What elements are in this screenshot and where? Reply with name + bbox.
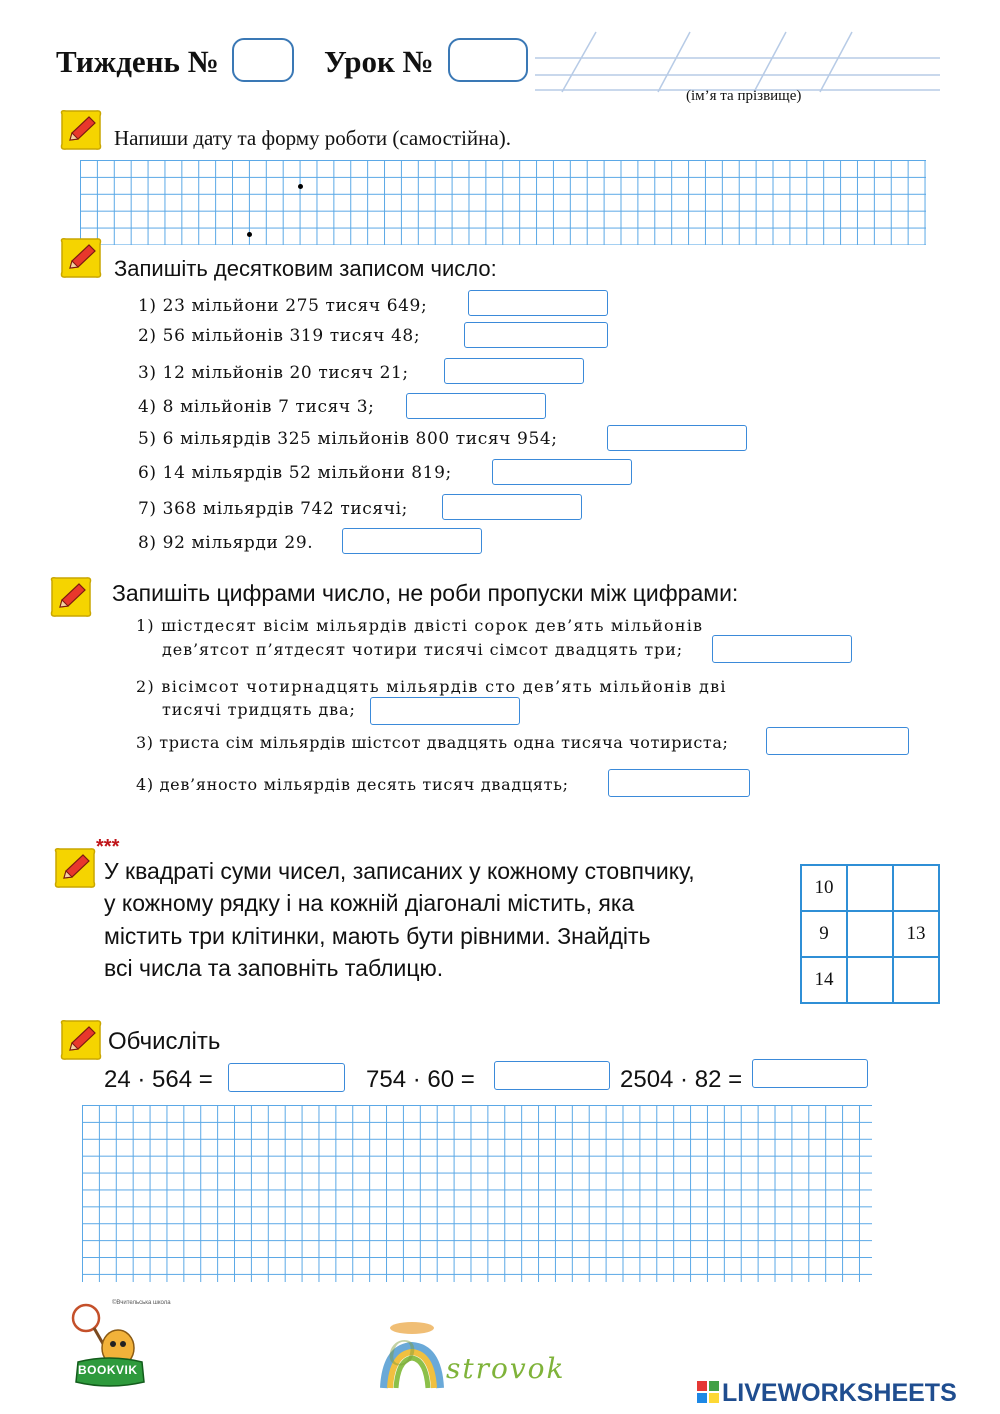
number-item-5: 5) 6 мільярдів 325 мільйонів 800 тисяч 954; (138, 429, 558, 449)
lesson-label: Урок № (324, 44, 434, 79)
magic-cell-input[interactable] (893, 957, 939, 1003)
magic-cell: 10 (801, 865, 847, 911)
answer-input-2-5[interactable] (607, 425, 747, 451)
answer-input-2-8[interactable] (342, 528, 482, 554)
answer-input-2-1[interactable] (468, 290, 608, 316)
number-item-7: 7) 368 мільярдів 742 тисячі; (138, 499, 408, 519)
week-number-input[interactable] (232, 38, 294, 82)
bookvik-caption: ©Вчительська школа (112, 1300, 171, 1306)
answer-input-3-3[interactable] (766, 727, 909, 755)
magic-cell-input[interactable] (847, 911, 893, 957)
magic-cell-input[interactable] (847, 957, 893, 1003)
name-writing-lines[interactable] (530, 30, 942, 96)
ostrovok-logo-text: strovok (446, 1352, 566, 1385)
lesson-number-input[interactable] (448, 38, 528, 82)
week-label: Тиждень № (56, 44, 219, 79)
task5-working-grid[interactable] (82, 1105, 872, 1282)
task4-line-3: містить три клітинки, мають бути рівними. Знайдіть (104, 923, 651, 949)
answer-input-3-1[interactable] (712, 635, 852, 663)
pencil-icon (58, 108, 104, 152)
answer-input-2-2[interactable] (464, 322, 608, 348)
pencil-icon (52, 846, 98, 890)
task4-line-1: У квадраті суми чисел, записаних у кожному стовпчику, (104, 858, 695, 884)
number-item-1: 1) 23 мільйони 275 тисяч 649; (138, 296, 428, 316)
magic-square-row (801, 865, 939, 911)
answer-input-2-4[interactable] (406, 393, 546, 419)
answer-input-5-1[interactable] (228, 1063, 345, 1092)
number-item-4: 4) 8 мільйонів 7 тисяч 3; (138, 397, 375, 417)
expression-1: 24 · 564 = (104, 1066, 213, 1093)
words-item-2-line2: тисячі тридцять два; (162, 700, 356, 719)
answer-input-5-3[interactable] (752, 1059, 868, 1088)
ostrovok-logo-initial: O (388, 1334, 416, 1374)
number-item-3: 3) 12 мільйонів 20 тисяч 21; (138, 363, 409, 383)
grid-dot (247, 232, 252, 237)
words-item-3: 3) триста сім мільярдів шістсот двадцять одна тисяча чотириста; (136, 733, 729, 752)
words-item-1-line2: дев’ятсот п’ятдесят чотири тисячі сімсот двадцять три; (162, 640, 684, 659)
magic-cell: 14 (801, 957, 847, 1003)
liveworksheets-brand: LIVEWORKSHEETS (722, 1379, 957, 1407)
magic-cell-input[interactable] (847, 865, 893, 911)
answer-input-2-3[interactable] (444, 358, 584, 384)
task5-instruction: Обчисліть (108, 1028, 221, 1055)
task2-instruction: Запишіть десятковим записом число: (114, 256, 497, 281)
pencil-icon (58, 1018, 104, 1062)
magic-square-table (800, 864, 940, 1004)
pencil-icon (58, 236, 104, 280)
task1-writing-grid[interactable] (80, 160, 926, 245)
number-item-2: 2) 56 мільйонів 319 тисяч 48; (138, 326, 421, 346)
magic-cell: 13 (893, 911, 939, 957)
answer-input-3-2[interactable] (370, 697, 520, 725)
task3-instruction: Запишіть цифрами число, не роби пропуски між цифрами: (112, 580, 739, 606)
words-item-2-line1: 2) вісімсот чотирнадцять мільярдів сто дев’ять мільйонів дві (136, 677, 727, 696)
liveworksheets-badge-icon (697, 1381, 719, 1403)
task1-instruction: Напиши дату та форму роботи (самостійна). (114, 126, 511, 150)
answer-input-5-2[interactable] (494, 1061, 610, 1090)
pencil-icon (48, 575, 94, 619)
number-item-6: 6) 14 мільярдів 52 мільйони 819; (138, 463, 452, 483)
magic-square-row (801, 911, 939, 957)
magic-cell: 9 (801, 911, 847, 957)
magic-cell-input[interactable] (893, 865, 939, 911)
bookvik-logo-text: BOOKVIK (78, 1363, 138, 1377)
answer-input-3-4[interactable] (608, 769, 750, 797)
task4-line-2: у кожному рядку і на кожній діагоналі містить, яка (104, 890, 635, 916)
grid-dot (298, 184, 303, 189)
number-item-8: 8) 92 мільярди 29. (138, 533, 314, 553)
answer-input-2-7[interactable] (442, 494, 582, 520)
bookvik-logo-icon (64, 1300, 154, 1392)
words-item-4: 4) дев’яносто мільярдів десять тисяч двадцять; (136, 775, 569, 794)
difficulty-stars: *** (96, 836, 120, 858)
answer-input-2-6[interactable] (492, 459, 632, 485)
words-item-1-line1: 1) шістдесят вісім мільярдів двісті сорок дев’ять мільйонів (136, 616, 704, 635)
name-caption: (ім’я та прізвище) (686, 88, 802, 104)
expression-3: 2504 · 82 = (620, 1066, 743, 1093)
task4-line-4: всі числа та заповніть таблицю. (104, 955, 444, 981)
magic-square-row (801, 957, 939, 1003)
expression-2: 754 · 60 = (366, 1066, 475, 1093)
